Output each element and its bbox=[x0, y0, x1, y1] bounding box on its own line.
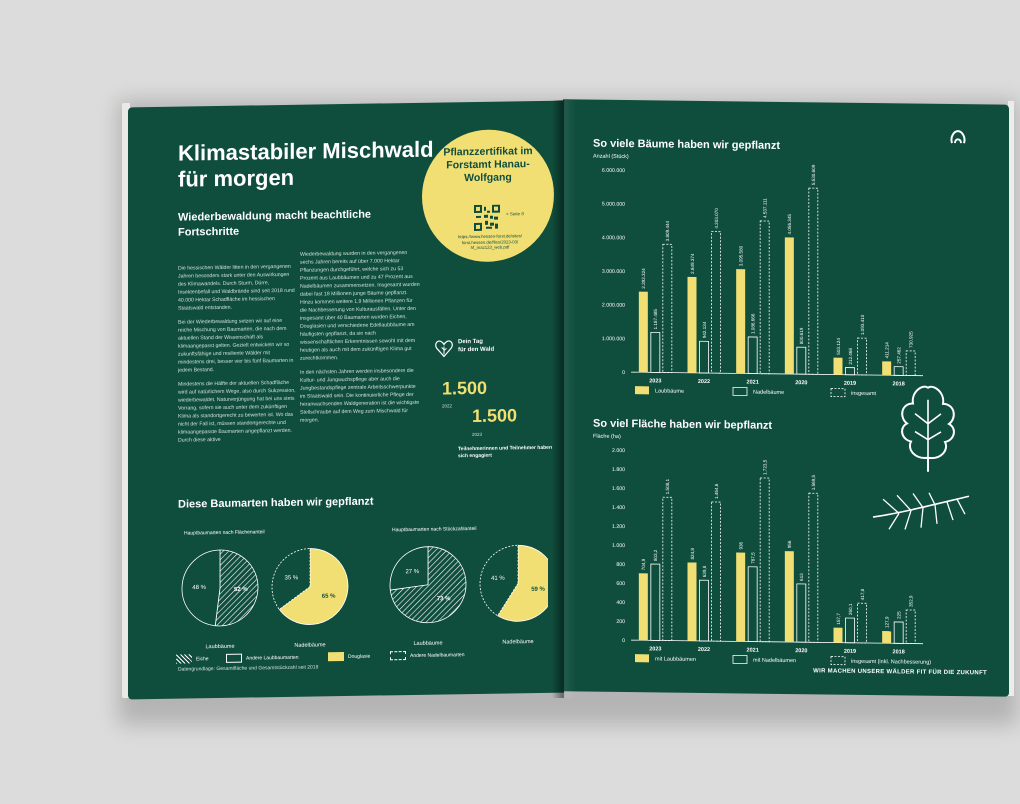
bar-laub bbox=[834, 358, 843, 375]
area-bar-chart bbox=[583, 442, 943, 672]
bar-total bbox=[712, 502, 721, 641]
badge-page-reference: > Seite 8 bbox=[506, 211, 524, 217]
participants-2023-value: 1.500 bbox=[472, 405, 518, 427]
x-tick-label: 2022 bbox=[697, 646, 711, 654]
area-share-title: Hauptbaumarten nach Flächenanteil bbox=[184, 529, 265, 537]
chart-trees-ylabel: Anzahl (Stück) bbox=[593, 153, 629, 161]
pie-value-label: 27 % bbox=[405, 569, 420, 576]
y-tick-label: 2.000 bbox=[612, 447, 625, 455]
bar-total bbox=[663, 244, 672, 372]
paragraph: Die hessischen Wälder litten in den vergangenen Jahren besonders stark unter den Auswirkungen des Klimawandels. Durch Sturm, Dürre, Insektenbefall und Waldbrände sind seit 2018 rund 40.000 Hektar Schadfläche im hessischen Staatswald entstanden. bbox=[178, 263, 295, 312]
x-tick-label: 2021 bbox=[746, 647, 759, 654]
paragraph: Bei der Wiederbewaldung setzen wir auf eine reiche Mischung von Baumarten, die nach dem aktuellen Stand der Wissenschaft als klimaangepasst gelten. Gezielt entwickeln wir so zukunftsfähige und resiliente Wälder mit mindestens drei, besser vier bis fünf Baumarten in jedem Bestand. bbox=[178, 318, 294, 374]
hatch-swatch bbox=[176, 654, 192, 663]
bar-value-label: 127,9 bbox=[884, 616, 890, 629]
bar-total bbox=[809, 188, 818, 374]
footer-slogan: WIR MACHEN UNSERE WÄLDER FIT FÜR DIE ZUKUNFT bbox=[813, 668, 987, 677]
x-tick-label: 2018 bbox=[892, 381, 905, 388]
y-tick-label: 0 bbox=[622, 369, 625, 377]
bar-value-label: 5.530.609 bbox=[811, 164, 817, 186]
bar-value-label: 2.392.324 bbox=[641, 268, 647, 289]
bar-laub bbox=[736, 269, 745, 373]
legend-douglasie bbox=[328, 652, 370, 662]
bar-nadel bbox=[846, 368, 855, 375]
x-tick-label: 2019 bbox=[843, 648, 857, 655]
bar-value-label: 1.464,6 bbox=[713, 483, 719, 500]
bar-nadel bbox=[797, 347, 806, 374]
bar-nadel bbox=[700, 580, 709, 641]
x-tick-label: 2020 bbox=[795, 380, 808, 387]
oak-leaf-icon bbox=[893, 379, 963, 476]
bar-value-label: 1.086.666 bbox=[750, 313, 756, 335]
footnote: Datengrundlage: Gesamtfläche und Gesamtstückzahl seit 2018 bbox=[178, 664, 319, 673]
pie-value-label: 52 % bbox=[234, 586, 248, 594]
bar-laub bbox=[834, 628, 843, 643]
bar-value-label: 1.187.485 bbox=[653, 308, 659, 330]
bar-value-label: 257.462 bbox=[896, 347, 902, 364]
y-tick-label: 4.000.000 bbox=[601, 235, 625, 242]
bar-value-label: 260,1 bbox=[847, 603, 853, 616]
legend-label: insgesamt bbox=[851, 390, 877, 398]
legend-label: Eiche bbox=[196, 655, 209, 662]
right-page bbox=[563, 99, 1009, 696]
tag-label: Dein Tag für den Wald bbox=[458, 338, 495, 354]
bar-total bbox=[858, 603, 867, 643]
pie-label-area-nadel: Nadelbäume bbox=[294, 642, 326, 649]
pie-value-label: 41 % bbox=[491, 575, 505, 582]
legend-swatch bbox=[635, 386, 649, 394]
dashed-swatch bbox=[390, 651, 406, 660]
x-tick-label: 2023 bbox=[649, 646, 662, 653]
bar-total bbox=[858, 338, 867, 375]
bar-value-label: 936 bbox=[738, 541, 744, 550]
pie-label-area-laub: Laubbäume bbox=[205, 643, 235, 651]
bar-total bbox=[906, 351, 915, 376]
bar-nadel bbox=[651, 564, 660, 640]
bar-value-label: 4.203.070 bbox=[713, 208, 719, 229]
bar-nadel bbox=[748, 567, 757, 642]
species-pie-charts bbox=[168, 533, 548, 651]
badge-url[interactable]: https://www.hessen-forst.de/sites/ forst.hessen.de/files/2023-03/ hf_maz123_web.pdf bbox=[457, 233, 522, 251]
y-tick-label: 6.000.000 bbox=[601, 167, 625, 175]
bar-value-label: 225 bbox=[896, 611, 902, 620]
legend-label: Andere Laubbaumarten bbox=[246, 654, 299, 662]
bar-laub bbox=[639, 573, 648, 640]
bar-value-label: 411.214 bbox=[884, 342, 890, 359]
bar-laub bbox=[688, 562, 697, 640]
outline-swatch bbox=[226, 654, 242, 663]
bar-value-label: 417,8 bbox=[859, 588, 865, 601]
pie-value-label: 65 % bbox=[321, 593, 336, 600]
legend-label: Douglasie bbox=[348, 653, 371, 660]
bar-nadel bbox=[797, 584, 806, 642]
bar-total bbox=[760, 221, 769, 374]
bar-value-label: 730.925 bbox=[908, 331, 914, 348]
x-axis-line bbox=[631, 372, 923, 376]
y-tick-label: 400 bbox=[616, 599, 625, 607]
bar-laub bbox=[785, 551, 794, 642]
bar-total bbox=[663, 497, 672, 640]
page-subtitle: Wiederbewaldung macht beachtliche Fortschritte bbox=[178, 208, 372, 239]
bar-nadel bbox=[894, 622, 903, 643]
legend-andere-nadel bbox=[390, 650, 464, 660]
x-axis-line bbox=[631, 640, 923, 644]
bar-laub bbox=[639, 292, 648, 373]
tree-heart-icon bbox=[434, 338, 454, 358]
bar-value-label: 1.723,5 bbox=[762, 459, 768, 476]
legend-label: mit Laubbäumen bbox=[655, 656, 696, 663]
participants-caption: Teilnehmerinnen und Teilnehmer haben sich engagiert bbox=[458, 444, 552, 460]
species-section-title: Diese Baumarten haben wir gepflanzt bbox=[178, 495, 374, 511]
bar-value-label: 613 bbox=[799, 573, 805, 581]
bar-total bbox=[760, 478, 769, 642]
bar-value-label: 2.849.374 bbox=[689, 253, 695, 274]
bar-value-label: 3.095.580 bbox=[738, 245, 744, 267]
legend-label: Laubbäume bbox=[655, 388, 685, 395]
y-tick-label: 200 bbox=[616, 618, 625, 626]
bar-nadel bbox=[846, 618, 855, 643]
bar-value-label: 787,5 bbox=[750, 552, 756, 564]
bar-value-label: 704,9 bbox=[641, 558, 647, 571]
y-tick-label: 3.000.000 bbox=[601, 268, 625, 276]
y-tick-label: 5.000.000 bbox=[601, 201, 625, 208]
bar-laub bbox=[785, 237, 794, 374]
pie-value-label: 73 % bbox=[436, 596, 451, 603]
body-column-1 bbox=[178, 263, 296, 451]
legend-swatch bbox=[831, 389, 845, 397]
legend-swatch bbox=[635, 654, 649, 662]
legend-label: Andere Nadelbaumarten bbox=[410, 651, 465, 659]
y-tick-label: 1.000 bbox=[612, 542, 625, 550]
legend-swatch bbox=[831, 657, 845, 665]
pie-value-label: 59 % bbox=[531, 586, 545, 593]
paragraph: In den nächsten Jahren werden insbesondere die Kultur- und Jungwuchspflege aber auch die Jungbestandspflege zentrale Arbeitsschwerpunkte im Staatswald sein. Die kontinuierliche Pflege der heranwachsenden Waldgeneration ist die wichtigste Stellschraube auf dem Weg zum Mischwald für morgen. bbox=[300, 367, 420, 424]
bar-nadel bbox=[700, 341, 709, 373]
chart-area-title: So viel Fläche haben wir bepflanzt bbox=[593, 417, 773, 432]
pie-value-label: 48 % bbox=[192, 584, 206, 592]
bar-laub bbox=[688, 277, 697, 373]
bar-value-label: 824,8 bbox=[689, 547, 695, 560]
legend-label: mit Nadelbäumen bbox=[753, 657, 797, 665]
spine-gutter bbox=[552, 100, 576, 698]
bar-total bbox=[809, 493, 818, 642]
bar-value-label: 503.124 bbox=[835, 338, 841, 355]
bar-value-label: 956 bbox=[787, 540, 793, 549]
x-tick-label: 2021 bbox=[746, 379, 759, 386]
y-tick-label: 2.000.000 bbox=[601, 302, 625, 309]
participants-2023-year: 2023 bbox=[472, 431, 483, 438]
bar-total bbox=[906, 610, 915, 644]
pine-branch-icon bbox=[869, 491, 975, 534]
paragraph: Wiederbewaldung wurden in den vergangenen sechs Jahren bereits auf über 7.000 Hektar Pflanzungen durchgeführt, welche sich zu 53 Prozent aus Laubbäumen und zu 47 Prozent aus Nadelbäumen zusammensetzen. Insgesamt wurden dabei fast 18 Millionen junge Bäume gepflanzt. Hinzu kommen weitere 1,9 Millionen Pflanzen für die Nachbesserung von Kulturausfällen. Unter den insgesamt über 40 Baumarten wurden Eichen, Douglasien und verschiedene Edellaubbäume am häufigsten gepflanzt, da sie nach wissenschaftlichen Erkenntnissen sowohl mit dem heutigen als auch mit dem zukünftigen Klima gut zurechtkommen. bbox=[300, 250, 420, 362]
bar-value-label: 157,7 bbox=[835, 613, 841, 625]
y-tick-label: 1.200 bbox=[612, 523, 625, 531]
bar-value-label: 352,9 bbox=[908, 595, 914, 608]
x-tick-label: 2018 bbox=[892, 649, 905, 656]
y-tick-label: 1.600 bbox=[612, 485, 625, 493]
y-tick-label: 1.000.000 bbox=[601, 336, 625, 343]
badge-title: Pflanzzertifikat im Forstamt Hanau-Wolfgang bbox=[443, 145, 533, 185]
bar-value-label: 3.809.444 bbox=[665, 220, 671, 242]
legend-label: insgesamt (inkl. Nachbesserung) bbox=[851, 658, 932, 666]
bar-nadel bbox=[748, 337, 757, 374]
pie-value-label: 35 % bbox=[284, 575, 299, 582]
legend-swatch bbox=[733, 387, 747, 395]
page-title: Klimastabiler Mischwald für morgen bbox=[178, 136, 434, 192]
y-tick-label: 1.800 bbox=[612, 466, 625, 474]
pie-label-count-nadel: Nadelbäume bbox=[502, 639, 534, 646]
hessen-forst-logo-icon bbox=[949, 128, 967, 146]
y-tick-label: 0 bbox=[622, 637, 625, 645]
bar-laub bbox=[882, 631, 891, 643]
chart-area-ylabel: Fläche (ha) bbox=[593, 433, 621, 440]
legend-eiche bbox=[176, 654, 209, 664]
x-tick-label: 2020 bbox=[795, 648, 808, 655]
y-tick-label: 1.400 bbox=[612, 504, 625, 512]
participants-2022-year: 2022 bbox=[442, 403, 453, 409]
x-tick-label: 2023 bbox=[649, 378, 662, 385]
bar-nadel bbox=[651, 332, 660, 372]
bar-laub bbox=[882, 361, 891, 375]
y-tick-label: 800 bbox=[616, 561, 625, 569]
yellow-swatch bbox=[328, 652, 344, 661]
legend-label: Nadelbäume bbox=[753, 389, 785, 396]
paragraph: Mindestens die Hälfte der aktuellen Schadfläche wird auf natürlichem Wege, also durch Sukzession, wiederbewaldet. Naturverjüngung hat bei uns stets Vorrang, sofern sie auch unter dem zukünftigen Klima als standortgerecht zu bewerten ist. Wo das nicht der Fall ist, müssen standortgerechte und klimaangepasste Baumarten angepflanzt werden. Durch diese aktive bbox=[178, 379, 296, 444]
legend-swatch bbox=[733, 655, 747, 663]
bar-value-label: 4.537.111 bbox=[762, 198, 768, 219]
bar-total bbox=[712, 232, 721, 374]
bar-value-label: 800.619 bbox=[799, 327, 805, 345]
x-tick-label: 2022 bbox=[697, 378, 711, 386]
chart-trees-title: So viele Bäume haben wir gepflanzt bbox=[593, 137, 781, 152]
bar-value-label: 4.056.345 bbox=[787, 214, 793, 235]
bar-value-label: 803,2 bbox=[653, 549, 659, 562]
count-share-title: Hauptbaumarten nach Stückzahlanteil bbox=[392, 525, 477, 534]
certificate-badge bbox=[422, 129, 554, 263]
bar-laub bbox=[736, 552, 745, 641]
pie-label-count-laub: Laubbäume bbox=[413, 640, 443, 647]
qr-code-icon[interactable] bbox=[474, 205, 500, 231]
bar-value-label: 1.093.410 bbox=[859, 314, 865, 336]
bar-value-label: 212.468 bbox=[847, 347, 853, 365]
bar-nadel bbox=[894, 367, 903, 376]
bar-value-label: 639,8 bbox=[701, 565, 707, 578]
bar-value-label: 942.134 bbox=[701, 321, 707, 339]
bar-value-label: 1.569,5 bbox=[811, 474, 817, 491]
left-page bbox=[128, 101, 564, 700]
body-column-2 bbox=[300, 249, 420, 431]
x-tick-label: 2019 bbox=[843, 380, 857, 387]
trees-bar-chart bbox=[583, 162, 943, 404]
participants-2022-value: 1.500 bbox=[442, 377, 488, 399]
bar-value-label: 1.508,1 bbox=[665, 478, 671, 495]
legend-andere-laub bbox=[226, 653, 299, 663]
y-tick-label: 600 bbox=[616, 580, 625, 588]
